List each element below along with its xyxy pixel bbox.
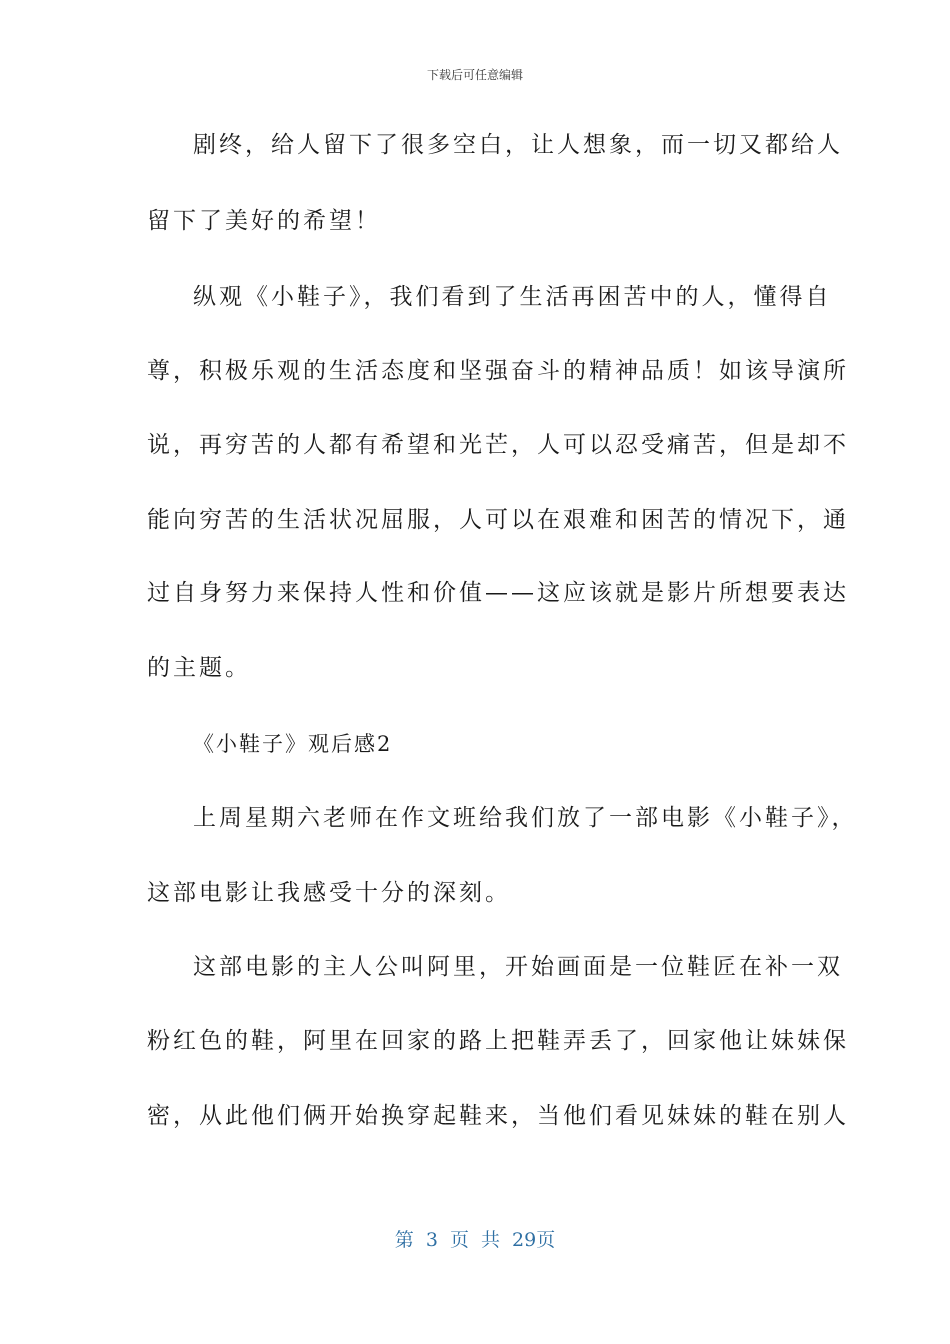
section-heading: 《小鞋子》观后感2 <box>193 732 393 756</box>
page-header: 下载后可任意编辑 <box>426 68 523 82</box>
text-line: 剧终，给人留下了很多空白，让人想象，而一切又都给人 <box>193 132 843 158</box>
text-line: 能向穷苦的生活状况屈服，人可以在艰难和困苦的情况下，通 <box>147 507 849 533</box>
text-line: 过自身努力来保持人性和价值——这应该就是影片所想要表达 <box>147 580 849 606</box>
text-line: 密，从此他们俩开始换穿起鞋来，当他们看见妹妹的鞋在别人 <box>147 1103 849 1129</box>
text-line: 粉红色的鞋，阿里在回家的路上把鞋弄丢了，回家他让妹妹保 <box>147 1028 849 1054</box>
text-line: 上周星期六老师在作文班给我们放了一部电影《小鞋子》， <box>193 805 858 831</box>
text-line: 尊，积极乐观的生活态度和坚强奋斗的精神品质！如该导演所 <box>147 358 849 384</box>
text-line: 纵观《小鞋子》，我们看到了生活再困苦中的人，懂得自 <box>193 284 832 310</box>
page-number-footer: 第 3 页 共 29页 <box>394 1229 556 1251</box>
text-line: 的主题。 <box>147 655 251 681</box>
text-line: 这部电影让我感受十分的深刻。 <box>147 880 511 906</box>
text-line: 说，再穷苦的人都有希望和光芒，人可以忍受痛苦，但是却不 <box>147 432 849 458</box>
text-line: 这部电影的主人公叫阿里，开始画面是一位鞋匠在补一双 <box>193 954 843 980</box>
text-line: 留下了美好的希望！ <box>147 208 381 234</box>
